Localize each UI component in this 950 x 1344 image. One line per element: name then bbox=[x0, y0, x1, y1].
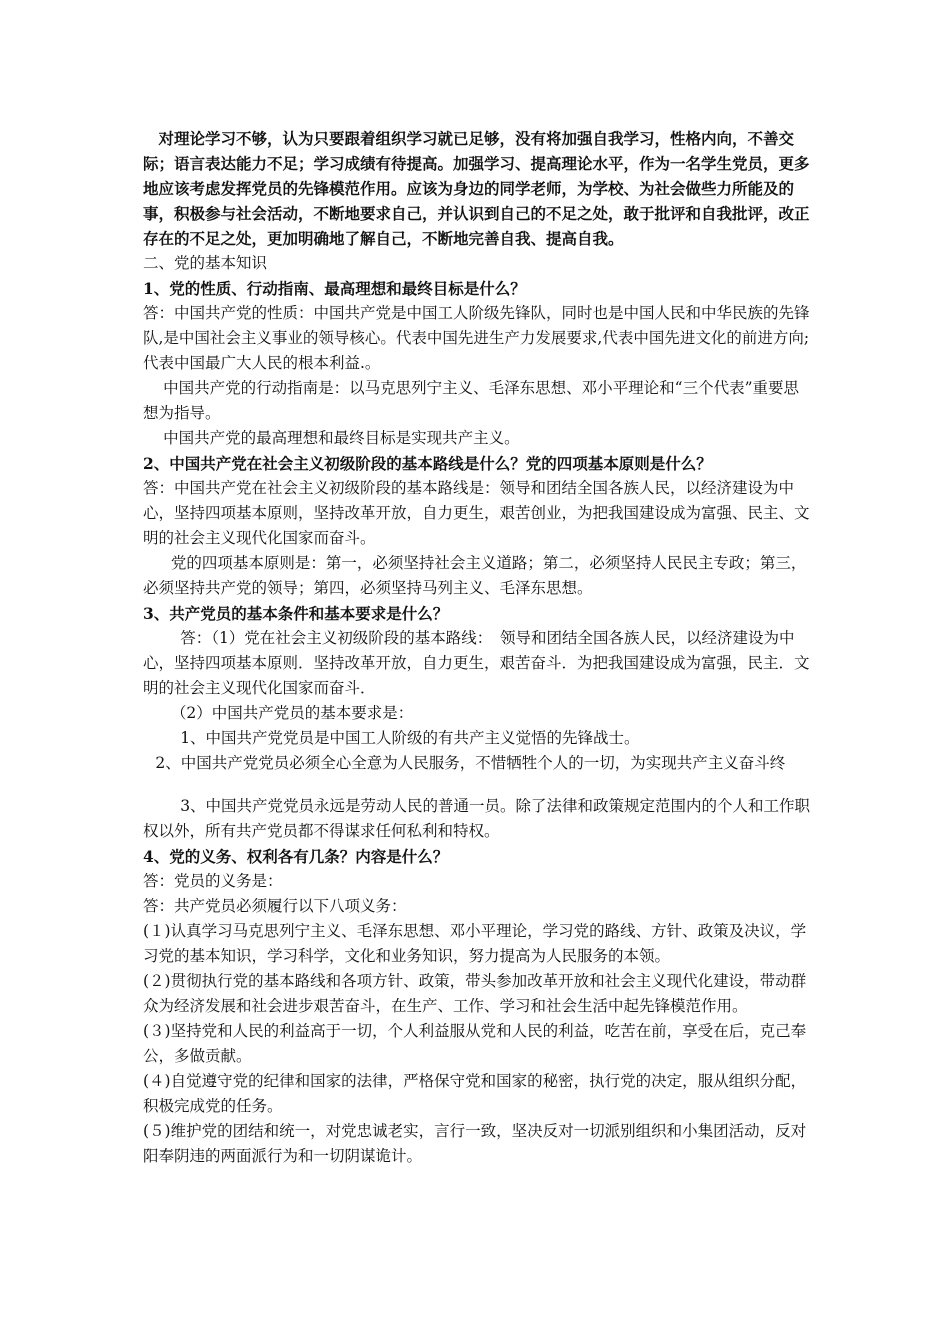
answer-3-item2: 2、中国共产党党员必须全心全意为人民服务，不惜牺牲个人的一切，为实现共产主义奋斗终 bbox=[155, 754, 786, 772]
question-1: 1、党的性质、行动指南、最高理想和最终目标是什么？ bbox=[143, 279, 526, 298]
question-4: 4、党的义务、权利各有几条？内容是什么？ bbox=[143, 847, 449, 866]
document-body bbox=[143, 126, 813, 1169]
paragraph-spacer bbox=[143, 776, 813, 794]
answer-2-principles: 党的四项基本原则是：第一，必须坚持社会主义道路；第二，必须坚持人民民主专政；第三，必须坚持共产党的领导；第四，必须坚持马列主义、毛泽东思想。 bbox=[143, 554, 807, 597]
answer-3-part1: 答：（1）党在社会主义初级阶段的基本路线： 领导和团结全国各族人民，以经济建设为中心，坚持四项基本原则．坚持改革开放，自力更生，艰苦奋斗．为把我国建设成为富强，民主．文明的社会主义现代化国家而奋斗． bbox=[143, 629, 810, 697]
answer-4-duty2: (２)贯彻执行党的基本路线和各项方针、政策，带头参加改革开放和社会主义现代化建设，带动群众为经济发展和社会进步艰苦奋斗，在生产、工作、学习和社会生活中起先锋模范作用。 bbox=[143, 972, 807, 1015]
answer-4-duty5: (５)维护党的团结和统一，对党忠诚老实，言行一致，坚决反对一切派别组织和小集团活动，反对阳奉阴违的两面派行为和一切阴谋诡计。 bbox=[143, 1122, 807, 1165]
answer-3-item1: 1、中国共产党党员是中国工人阶级的有共产主义觉悟的先锋战士。 bbox=[180, 729, 640, 747]
answer-4-duty4: (４)自觉遵守党的纪律和国家的法律，严格保守党和国家的秘密，执行党的决定，服从组织分配，积极完成党的任务。 bbox=[143, 1072, 807, 1115]
answer-1-nature: 答：中国共产党的性质：中国共产党是中国工人阶级先锋队，同时也是中国人民和中华民族的先锋队,是中国社会主义事业的领导核心。代表中国先进生产力发展要求,代表中国先进文化的前进方向;代表中国最广大人民的根本利益.。 bbox=[143, 304, 810, 372]
question-2: 2、中国共产党在社会主义初级阶段的基本路线是什么？党的四项基本原则是什么？ bbox=[143, 454, 712, 473]
answer-3-part2: （2）中国共产党员的基本要求是： bbox=[170, 704, 414, 722]
answer-4-intro: 答：党员的义务是： bbox=[143, 872, 283, 890]
answer-4-intro2: 答：共产党员必须履行以下八项义务： bbox=[143, 897, 407, 915]
answer-2-line: 答：中国共产党在社会主义初级阶段的基本路线是：领导和团结全国各族人民，以经济建设为中心，坚持四项基本原则，坚持改革开放，自力更生，艰苦创业，为把我国建设成为富强、民主、文明的社会主义现代化国家而奋斗。 bbox=[143, 479, 810, 547]
intro-paragraph: 对理论学习不够，认为只要跟着组织学习就已足够，没有将加强自我学习，性格内向，不善交际；语言表达能力不足；学习成绩有待提高。加强学习、提高理论水平，作为一名学生党员，更多地应该考虑发挥党员的先锋模范作用。应该为身边的同学老师，为学校、为社会做些力所能及的事，积极参与社会活动，不断地要求自己，并认识到自己的不足之处，敢于批评和自我批评，改正存在的不足之处，更加明确地了解自己，不断地完善自我、提高自我。 bbox=[143, 129, 810, 248]
question-3: 3、共产党员的基本条件和基本要求是什么？ bbox=[143, 604, 449, 623]
answer-3-item3: 3、中国共产党党员永远是劳动人民的普通一员。除了法律和政策规定范围内的个人和工作职权以外，所有共产党员都不得谋求任何私利和特权。 bbox=[143, 797, 811, 840]
answer-4-duty1: (１)认真学习马克思列宁主义、毛泽东思想、邓小平理论，学习党的路线、方针、政策及决议，学习党的基本知识，学习科学，文化和业务知识，努力提高为人民服务的本领。 bbox=[143, 922, 807, 965]
answer-1-guide: 中国共产党的行动指南是：以马克思列宁主义、毛泽东思想、邓小平理论和“三个代表”重要思想为指导。 bbox=[143, 379, 799, 422]
section-heading: 二、党的基本知识 bbox=[143, 254, 268, 272]
answer-1-goal: 中国共产党的最高理想和最终目标是实现共产主义。 bbox=[163, 429, 520, 447]
answer-4-duty3: (３)坚持党和人民的利益高于一切，个人利益服从党和人民的利益，吃苦在前，享受在后，克己奉公，多做贡献。 bbox=[143, 1022, 807, 1065]
